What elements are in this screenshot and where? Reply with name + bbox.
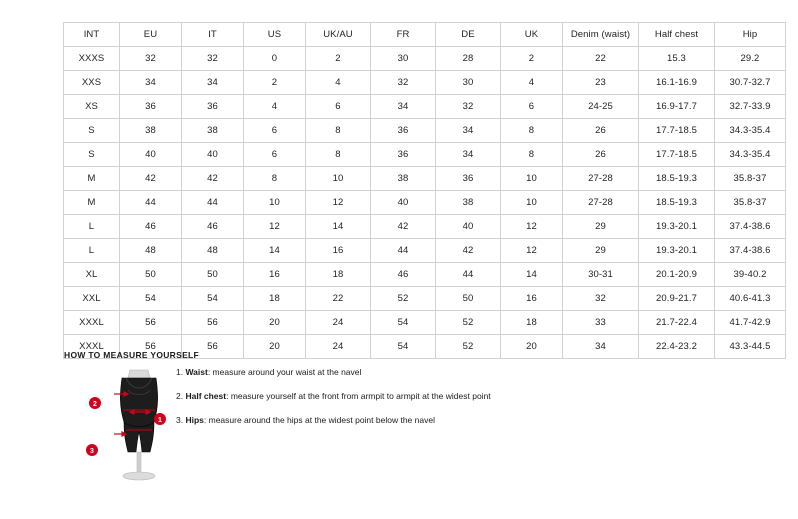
- cell-denim-waist: 22: [563, 47, 639, 71]
- cell-us: 0: [244, 47, 306, 71]
- cell-us: 20: [244, 311, 306, 335]
- cell-us: 6: [244, 119, 306, 143]
- column-header-eu: EU: [120, 23, 182, 47]
- cell-uk: 6: [501, 95, 563, 119]
- cell-it: 42: [182, 167, 244, 191]
- cell-us: 12: [244, 215, 306, 239]
- cell-half-chest: 19.3-20.1: [639, 239, 715, 263]
- cell-it: 56: [182, 335, 244, 359]
- cell-fr: 30: [371, 47, 436, 71]
- cell-fr: 44: [371, 239, 436, 263]
- cell-hip: 37.4-38.6: [715, 239, 786, 263]
- cell-us: 20: [244, 335, 306, 359]
- cell-uk: 4: [501, 71, 563, 95]
- cell-denim-waist: 33: [563, 311, 639, 335]
- cell-de: 38: [436, 191, 501, 215]
- cell-int: M: [64, 191, 120, 215]
- cell-uk: 2: [501, 47, 563, 71]
- cell-fr: 40: [371, 191, 436, 215]
- instruction-term: Half chest: [185, 391, 227, 401]
- cell-denim-waist: 26: [563, 119, 639, 143]
- table-row: [64, 191, 786, 215]
- cell-uk-au: 8: [306, 143, 371, 167]
- cell-uk-au: 8: [306, 119, 371, 143]
- cell-uk: 12: [501, 239, 563, 263]
- cell-half-chest: 20.9-21.7: [639, 287, 715, 311]
- cell-eu: 48: [120, 239, 182, 263]
- cell-int: XXXS: [64, 47, 120, 71]
- cell-de: 36: [436, 167, 501, 191]
- cell-half-chest: 21.7-22.4: [639, 311, 715, 335]
- column-header-uk: UK: [501, 23, 563, 47]
- instruction-waist: [176, 367, 596, 378]
- table-row: [64, 167, 786, 191]
- cell-it: 46: [182, 215, 244, 239]
- cell-uk-au: 16: [306, 239, 371, 263]
- column-header-half-chest: Half chest: [639, 23, 715, 47]
- cell-int: S: [64, 143, 120, 167]
- cell-eu: 50: [120, 263, 182, 287]
- cell-uk-au: 12: [306, 191, 371, 215]
- cell-half-chest: 17.7-18.5: [639, 119, 715, 143]
- cell-denim-waist: 32: [563, 287, 639, 311]
- cell-uk: 12: [501, 215, 563, 239]
- cell-uk: 14: [501, 263, 563, 287]
- cell-uk: 20: [501, 335, 563, 359]
- column-header-denim-waist: Denim (waist): [563, 23, 639, 47]
- size-table: [63, 22, 786, 359]
- size-table-container: [63, 22, 771, 359]
- table-row: [64, 143, 786, 167]
- cell-int: XL: [64, 263, 120, 287]
- cell-uk-au: 22: [306, 287, 371, 311]
- cell-uk-au: 14: [306, 215, 371, 239]
- cell-hip: 30.7-32.7: [715, 71, 786, 95]
- cell-int: L: [64, 239, 120, 263]
- table-row: [64, 311, 786, 335]
- cell-hip: 39-40.2: [715, 263, 786, 287]
- cell-uk: 16: [501, 287, 563, 311]
- how-to-measure-title: HOW TO MEASURE YOURSELF: [64, 350, 200, 360]
- cell-uk-au: 10: [306, 167, 371, 191]
- cell-int: XXXL: [64, 335, 120, 359]
- cell-de: 44: [436, 263, 501, 287]
- cell-hip: 32.7-33.9: [715, 95, 786, 119]
- cell-de: 42: [436, 239, 501, 263]
- cell-de: 52: [436, 335, 501, 359]
- column-header-de: DE: [436, 23, 501, 47]
- instruction-number: 1.: [176, 367, 184, 377]
- column-header-hip: Hip: [715, 23, 786, 47]
- marker-2: [89, 397, 101, 409]
- cell-half-chest: 16.1-16.9: [639, 71, 715, 95]
- instruction-half-chest: [176, 391, 596, 402]
- cell-it: 34: [182, 71, 244, 95]
- cell-fr: 54: [371, 311, 436, 335]
- instruction-number: 3.: [176, 415, 184, 425]
- cell-fr: 46: [371, 263, 436, 287]
- svg-text:2: 2: [93, 401, 97, 408]
- cell-it: 50: [182, 263, 244, 287]
- cell-eu: 40: [120, 143, 182, 167]
- instruction-text: : measure around the hips at the widest point below the navel: [203, 415, 435, 425]
- cell-denim-waist: 30-31: [563, 263, 639, 287]
- cell-de: 28: [436, 47, 501, 71]
- cell-us: 8: [244, 167, 306, 191]
- cell-hip: 37.4-38.6: [715, 215, 786, 239]
- cell-hip: 34.3-35.4: [715, 119, 786, 143]
- table-row: [64, 263, 786, 287]
- marker-3: [86, 444, 98, 456]
- measure-instructions: [176, 367, 596, 439]
- table-row: [64, 287, 786, 311]
- table-header: [64, 23, 786, 47]
- column-header-int: INT: [64, 23, 120, 47]
- cell-int: XXXL: [64, 311, 120, 335]
- cell-it: 44: [182, 191, 244, 215]
- marker-1: [154, 413, 166, 425]
- cell-half-chest: 19.3-20.1: [639, 215, 715, 239]
- cell-us: 4: [244, 95, 306, 119]
- cell-fr: 52: [371, 287, 436, 311]
- cell-uk-au: 24: [306, 311, 371, 335]
- cell-de: 50: [436, 287, 501, 311]
- cell-int: XXS: [64, 71, 120, 95]
- column-header-us: US: [244, 23, 306, 47]
- cell-eu: 46: [120, 215, 182, 239]
- cell-de: 52: [436, 311, 501, 335]
- table-row: [64, 71, 786, 95]
- cell-int: S: [64, 119, 120, 143]
- cell-de: 34: [436, 119, 501, 143]
- cell-half-chest: 20.1-20.9: [639, 263, 715, 287]
- cell-it: 54: [182, 287, 244, 311]
- column-header-fr: FR: [371, 23, 436, 47]
- cell-uk-au: 2: [306, 47, 371, 71]
- cell-uk-au: 18: [306, 263, 371, 287]
- table-header-row: [64, 23, 786, 47]
- cell-eu: 38: [120, 119, 182, 143]
- cell-uk: 10: [501, 191, 563, 215]
- table-row: [64, 215, 786, 239]
- cell-int: L: [64, 215, 120, 239]
- cell-it: 38: [182, 119, 244, 143]
- table-row: [64, 239, 786, 263]
- instruction-text: : measure around your waist at the navel: [207, 367, 362, 377]
- cell-eu: 54: [120, 287, 182, 311]
- cell-it: 48: [182, 239, 244, 263]
- cell-hip: 34.3-35.4: [715, 143, 786, 167]
- cell-de: 30: [436, 71, 501, 95]
- cell-denim-waist: 24-25: [563, 95, 639, 119]
- cell-hip: 29.2: [715, 47, 786, 71]
- cell-denim-waist: 27-28: [563, 167, 639, 191]
- cell-int: XXL: [64, 287, 120, 311]
- cell-us: 2: [244, 71, 306, 95]
- cell-denim-waist: 29: [563, 215, 639, 239]
- cell-uk-au: 6: [306, 95, 371, 119]
- cell-eu: 36: [120, 95, 182, 119]
- cell-eu: 34: [120, 71, 182, 95]
- cell-us: 14: [244, 239, 306, 263]
- cell-us: 6: [244, 143, 306, 167]
- cell-half-chest: 22.4-23.2: [639, 335, 715, 359]
- cell-de: 32: [436, 95, 501, 119]
- cell-uk: 8: [501, 143, 563, 167]
- cell-eu: 44: [120, 191, 182, 215]
- cell-half-chest: 15.3: [639, 47, 715, 71]
- cell-it: 40: [182, 143, 244, 167]
- cell-it: 56: [182, 311, 244, 335]
- cell-us: 18: [244, 287, 306, 311]
- cell-eu: 56: [120, 335, 182, 359]
- cell-denim-waist: 34: [563, 335, 639, 359]
- cell-fr: 42: [371, 215, 436, 239]
- cell-eu: 32: [120, 47, 182, 71]
- instruction-number: 2.: [176, 391, 184, 401]
- cell-eu: 56: [120, 311, 182, 335]
- cell-int: XS: [64, 95, 120, 119]
- instruction-text: : measure yourself at the front from armpit to armpit at the widest point: [226, 391, 491, 401]
- cell-us: 16: [244, 263, 306, 287]
- cell-fr: 36: [371, 143, 436, 167]
- cell-hip: 35.8-37: [715, 167, 786, 191]
- cell-fr: 54: [371, 335, 436, 359]
- cell-fr: 36: [371, 119, 436, 143]
- svg-text:1: 1: [158, 417, 162, 424]
- instruction-hips: [176, 415, 596, 426]
- cell-hip: 40.6-41.3: [715, 287, 786, 311]
- column-header-it: IT: [182, 23, 244, 47]
- cell-fr: 38: [371, 167, 436, 191]
- cell-uk: 18: [501, 311, 563, 335]
- cell-half-chest: 17.7-18.5: [639, 143, 715, 167]
- cell-us: 10: [244, 191, 306, 215]
- cell-fr: 34: [371, 95, 436, 119]
- table-row: [64, 119, 786, 143]
- cell-uk: 8: [501, 119, 563, 143]
- table-row: [64, 95, 786, 119]
- svg-text:3: 3: [90, 448, 94, 455]
- instruction-term: Waist: [185, 367, 208, 377]
- cell-hip: 43.3-44.5: [715, 335, 786, 359]
- cell-de: 40: [436, 215, 501, 239]
- cell-uk: 10: [501, 167, 563, 191]
- cell-denim-waist: 26: [563, 143, 639, 167]
- cell-hip: 35.8-37: [715, 191, 786, 215]
- cell-half-chest: 16.9-17.7: [639, 95, 715, 119]
- cell-eu: 42: [120, 167, 182, 191]
- cell-half-chest: 18.5-19.3: [639, 167, 715, 191]
- cell-half-chest: 18.5-19.3: [639, 191, 715, 215]
- column-header-uk-au: UK/AU: [306, 23, 371, 47]
- cell-denim-waist: 27-28: [563, 191, 639, 215]
- cell-hip: 41.7-42.9: [715, 311, 786, 335]
- cell-denim-waist: 23: [563, 71, 639, 95]
- cell-denim-waist: 29: [563, 239, 639, 263]
- cell-fr: 32: [371, 71, 436, 95]
- cell-int: M: [64, 167, 120, 191]
- table-row: [64, 47, 786, 71]
- cell-uk-au: 24: [306, 335, 371, 359]
- cell-it: 32: [182, 47, 244, 71]
- instruction-term: Hips: [185, 415, 204, 425]
- cell-it: 36: [182, 95, 244, 119]
- cell-uk-au: 4: [306, 71, 371, 95]
- cell-de: 34: [436, 143, 501, 167]
- table-body: [64, 47, 786, 359]
